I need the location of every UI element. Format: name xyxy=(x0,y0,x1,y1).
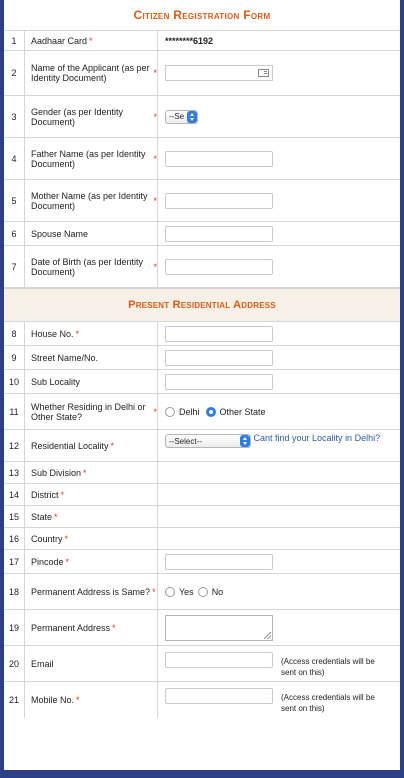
label-text: Spouse Name xyxy=(31,228,89,239)
mother-name-input[interactable] xyxy=(165,193,273,209)
row-number: 16 xyxy=(4,528,25,549)
required-mark: * xyxy=(153,406,157,417)
row-number: 4 xyxy=(4,138,25,179)
row-date-of-birth xyxy=(4,246,400,288)
required-mark: * xyxy=(153,111,157,122)
row-label xyxy=(25,322,158,345)
mobile-note: (Access credentials will be sent on this) xyxy=(281,693,375,713)
required-mark: * xyxy=(83,467,87,478)
label-text: District xyxy=(31,489,59,500)
spouse-name-input[interactable] xyxy=(165,226,273,242)
row-value xyxy=(158,550,400,573)
row-number: 2 xyxy=(4,51,25,95)
label-text: Street Name/No. xyxy=(31,352,99,363)
row-permanent-address xyxy=(4,610,400,646)
row-label xyxy=(25,506,158,527)
row-aadhaar xyxy=(4,31,400,51)
required-mark: * xyxy=(153,195,157,206)
label-text: Mother Name (as per Identity Document) xyxy=(31,190,148,211)
row-value xyxy=(158,394,400,429)
row-number: 18 xyxy=(4,574,25,609)
row-value xyxy=(158,138,400,179)
row-value xyxy=(158,506,400,527)
row-label xyxy=(25,682,158,718)
row-residing-state xyxy=(4,394,400,430)
row-number: 19 xyxy=(4,610,25,645)
row-value xyxy=(158,484,400,505)
row-number: 17 xyxy=(4,550,25,573)
required-mark: * xyxy=(153,261,157,272)
date-of-birth-input[interactable] xyxy=(165,259,273,275)
permanent-address-textarea[interactable] xyxy=(165,615,273,641)
row-label xyxy=(25,222,158,245)
row-value xyxy=(158,51,400,95)
radio-delhi[interactable] xyxy=(165,407,175,417)
required-mark: * xyxy=(60,489,65,500)
row-house-no xyxy=(4,322,400,346)
select-arrows-icon[interactable] xyxy=(187,111,197,123)
label-text: Name of the Applicant (as per Identity Document) xyxy=(31,63,150,83)
row-value xyxy=(158,322,400,345)
label-text: Permanent Address is Same? xyxy=(31,586,151,597)
required-mark: * xyxy=(112,622,116,633)
row-street-name xyxy=(4,346,400,370)
row-label xyxy=(25,462,158,483)
row-residential-locality xyxy=(4,430,400,462)
row-applicant-name xyxy=(4,51,400,96)
row-label xyxy=(25,180,158,221)
row-number: 12 xyxy=(4,430,25,461)
registration-form xyxy=(4,0,400,718)
select-value: --Se xyxy=(169,112,185,121)
radio-no[interactable] xyxy=(198,587,208,597)
required-mark: * xyxy=(153,68,157,78)
radio-label-no: No xyxy=(211,586,224,597)
row-value xyxy=(158,610,400,645)
row-label xyxy=(25,96,158,137)
required-mark: * xyxy=(76,695,80,705)
row-number: 1 xyxy=(4,31,25,50)
bottom-bar xyxy=(0,770,404,778)
row-number: 10 xyxy=(4,370,25,393)
street-name-input[interactable] xyxy=(165,350,273,366)
row-label xyxy=(25,610,158,645)
label-text: State xyxy=(31,511,53,522)
row-sub-locality xyxy=(4,370,400,394)
row-label xyxy=(25,430,158,461)
email-input[interactable] xyxy=(165,652,273,668)
row-permanent-same xyxy=(4,574,400,610)
row-value xyxy=(158,574,400,609)
row-value xyxy=(158,370,400,393)
cant-find-locality-link[interactable]: Cant find your Locality in Delhi? xyxy=(253,433,381,443)
sub-locality-input[interactable] xyxy=(165,374,273,390)
required-mark: * xyxy=(89,35,93,46)
row-number: 5 xyxy=(4,180,25,221)
radio-other-state[interactable] xyxy=(206,407,216,417)
label-text: House No. xyxy=(31,328,74,339)
label-text: Sub Division xyxy=(31,467,82,478)
row-value xyxy=(158,646,400,681)
applicant-name-input[interactable] xyxy=(165,65,273,81)
row-email xyxy=(4,646,400,682)
row-number: 11 xyxy=(4,394,25,429)
locality-select[interactable] xyxy=(165,434,251,448)
row-label xyxy=(25,550,158,573)
row-label xyxy=(25,484,158,505)
row-number: 20 xyxy=(4,646,25,681)
row-spouse-name xyxy=(4,222,400,246)
row-label xyxy=(25,51,158,95)
row-label xyxy=(25,138,158,179)
row-value xyxy=(158,528,400,549)
form-title: Citizen Registration Form xyxy=(133,8,271,22)
row-father-name xyxy=(4,138,400,180)
row-mobile xyxy=(4,682,400,718)
required-mark: * xyxy=(65,556,70,567)
row-label xyxy=(25,31,158,50)
house-no-input[interactable] xyxy=(165,326,273,342)
row-label xyxy=(25,346,158,369)
row-label xyxy=(25,646,158,681)
resize-grip-icon[interactable] xyxy=(264,632,271,639)
label-text: Aadhaar Card xyxy=(31,35,88,46)
row-number: 7 xyxy=(4,246,25,287)
row-number: 13 xyxy=(4,462,25,483)
required-mark: * xyxy=(110,440,115,451)
row-value xyxy=(158,96,400,137)
row-number: 8 xyxy=(4,322,25,345)
row-country xyxy=(4,528,400,550)
aadhaar-value: ********6192 xyxy=(165,35,214,46)
label-text: Whether Residing in Delhi or Other State? xyxy=(31,401,146,422)
row-mother-name xyxy=(4,180,400,222)
gender-select[interactable] xyxy=(165,110,198,124)
row-number: 3 xyxy=(4,96,25,137)
row-value xyxy=(158,346,400,369)
required-mark: * xyxy=(75,328,80,339)
row-value xyxy=(158,222,400,245)
radio-label-yes: Yes xyxy=(179,586,194,597)
row-value xyxy=(158,31,400,50)
row-state xyxy=(4,506,400,528)
radio-yes[interactable] xyxy=(165,587,175,597)
row-value xyxy=(158,180,400,221)
required-mark: * xyxy=(54,511,58,522)
label-text: Email xyxy=(31,658,54,669)
row-gender xyxy=(4,96,400,138)
label-text: Mobile No. xyxy=(31,695,75,705)
row-label xyxy=(25,246,158,287)
row-value xyxy=(158,682,400,718)
radio-label-delhi: Delhi xyxy=(179,406,200,417)
label-text: Pincode xyxy=(31,556,64,567)
radio-label-other-state: Other State xyxy=(219,406,266,417)
form-header xyxy=(4,0,400,31)
email-note: (Access credentials will be sent on this) xyxy=(281,657,375,677)
label-text: Residential Locality xyxy=(31,440,109,451)
row-label xyxy=(25,394,158,429)
row-number: 6 xyxy=(4,222,25,245)
row-label xyxy=(25,574,158,609)
section-heading-address: Present Residential Address xyxy=(4,288,400,322)
pincode-input[interactable] xyxy=(165,554,273,570)
row-value xyxy=(158,462,400,483)
required-mark: * xyxy=(64,533,69,544)
row-label xyxy=(25,528,158,549)
label-text: Date of Birth (as per Identity Document) xyxy=(31,256,144,277)
label-text: Gender (as per Identity Document) xyxy=(31,106,124,127)
required-mark: * xyxy=(152,586,156,597)
row-number: 21 xyxy=(4,682,25,718)
row-number: 14 xyxy=(4,484,25,505)
required-mark: * xyxy=(153,153,157,164)
father-name-input[interactable] xyxy=(165,151,273,167)
label-text: Country xyxy=(31,533,63,544)
row-pincode xyxy=(4,550,400,574)
select-value: --Select-- xyxy=(169,436,202,446)
contact-card-icon[interactable] xyxy=(258,69,269,77)
label-text: Permanent Address xyxy=(31,622,111,633)
select-arrows-icon[interactable] xyxy=(240,435,250,447)
row-value xyxy=(158,430,400,461)
row-value xyxy=(158,246,400,287)
row-label xyxy=(25,370,158,393)
label-text: Sub Locality xyxy=(31,376,81,387)
row-district xyxy=(4,484,400,506)
row-sub-division xyxy=(4,462,400,484)
label-text: Father Name (as per Identity Document) xyxy=(31,148,146,169)
row-number: 15 xyxy=(4,506,25,527)
row-number: 9 xyxy=(4,346,25,369)
